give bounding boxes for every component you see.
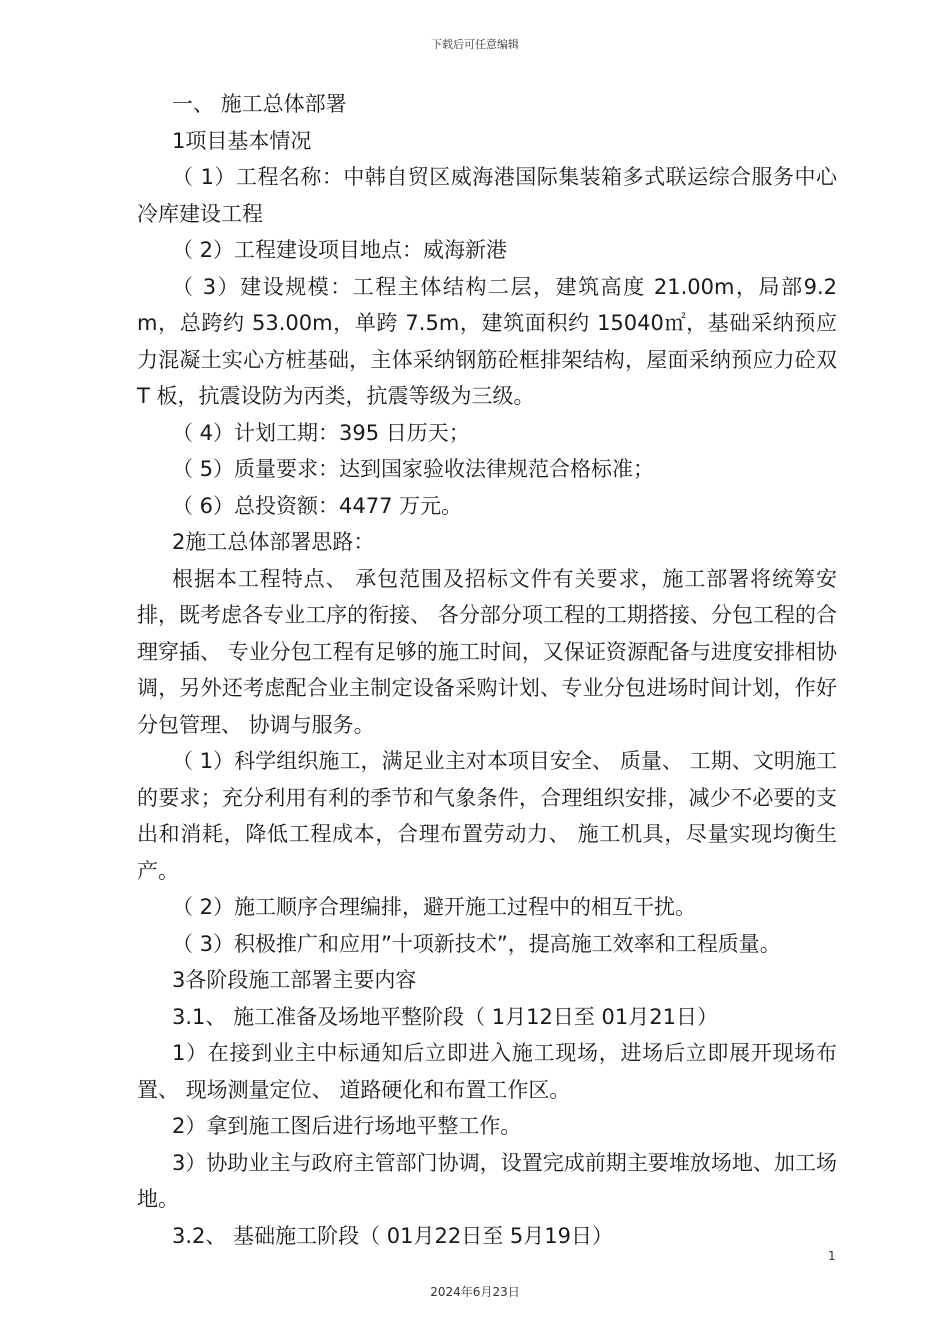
paragraph-project-name: （ 1）工程名称：中韩自贸区威海港国际集装箱多式联运综合服务中心冷库建设工程 (137, 165, 837, 226)
page-footer-date: 2024年6月23日 (430, 1285, 520, 1299)
paragraph-stage-3-1-item-2: 2）拿到施工图后进行场地平整工作。 (172, 1114, 522, 1138)
section-heading-1: 一、 施工总体部署 (172, 92, 347, 116)
paragraph-construction-scale: （ 3）建设规模：工程主体结构二层，建筑高度 21.00m，局部9.2m，总跨约 53.00m，单跨 7.5m，建筑面积约 15040㎡，基础采纳预应力混凝土实心方桩基础，主体采纳钢筋砼框排架结构，屋面采纳预应力砼双 T 板，抗震设防为丙类，抗震等级为三级。 (137, 274, 837, 408)
paragraph-investment: （ 6）总投资额：4477 万元。 (172, 493, 463, 518)
page-number: 1 (828, 1249, 836, 1263)
subheading-stage-content: 3各阶段施工部署主要内容 (172, 968, 417, 992)
paragraph-stage-3-1-item-1: 1）在接到业主中标通知后立即进入施工现场，进场后立即展开现场布置、 现场测量定位、 道路硬化和布置工作区。 (137, 1041, 837, 1102)
page-header: 下载后可任意编辑 (431, 38, 519, 51)
paragraph-quality: （ 5）质量要求：达到国家验收法律规范合格标准； (172, 457, 655, 481)
paragraph-scientific-organization: （ 1）科学组织施工，满足业主对本项目安全、 质量、 工期、文明施工的要求；充分利用有利的季节和气象条件，合理组织安排，减少不必要的支出和消耗，降低工程成本，合理布置劳动力、 施工机具，尽量实现均衡生产。 (137, 749, 837, 883)
document-body (137, 86, 837, 1254)
paragraph-deployment-overview: 根据本工程特点、 承包范围及招标文件有关要求，施工部署将统筹安排，既考虑各专业工序的衔接、 各分部分项工程的工期搭接、分包工程的合理穿插、 专业分包工程有足够的施工时间，又保证资源配备与进度安排相协调，另外还考虑配合业主制定设备采购计划、专业分包进场时间计划，作好分包管理、 协调与服务。 (137, 566, 837, 737)
paragraph-schedule: （ 4）计划工期：395 日历天； (172, 420, 470, 445)
paragraph-stage-3-1-item-3: 3）协助业主与政府主管部门协调，设置完成前期主要堆放场地、加工场地。 (137, 1150, 837, 1211)
paragraph-project-location: （ 2）工程建设项目地点：威海新港 (172, 238, 508, 262)
subheading-stage-3-1: 3.1、 施工准备及场地平整阶段（ 1月12日至 01月21日） (172, 1004, 718, 1029)
subheading-deployment-approach: 2施工总体部署思路： (172, 530, 375, 554)
paragraph-new-technology: （ 3）积极推广和应用”十项新技术”，提高施工效率和工程质量。 (172, 931, 781, 956)
subheading-stage-3-2: 3.2、 基础施工阶段（ 01月22日至 5月19日） (172, 1223, 613, 1248)
paragraph-sequence: （ 2）施工顺序合理编排，避开施工过程中的相互干扰。 (172, 895, 697, 919)
subheading-project-info: 1项目基本情况 (172, 128, 312, 153)
